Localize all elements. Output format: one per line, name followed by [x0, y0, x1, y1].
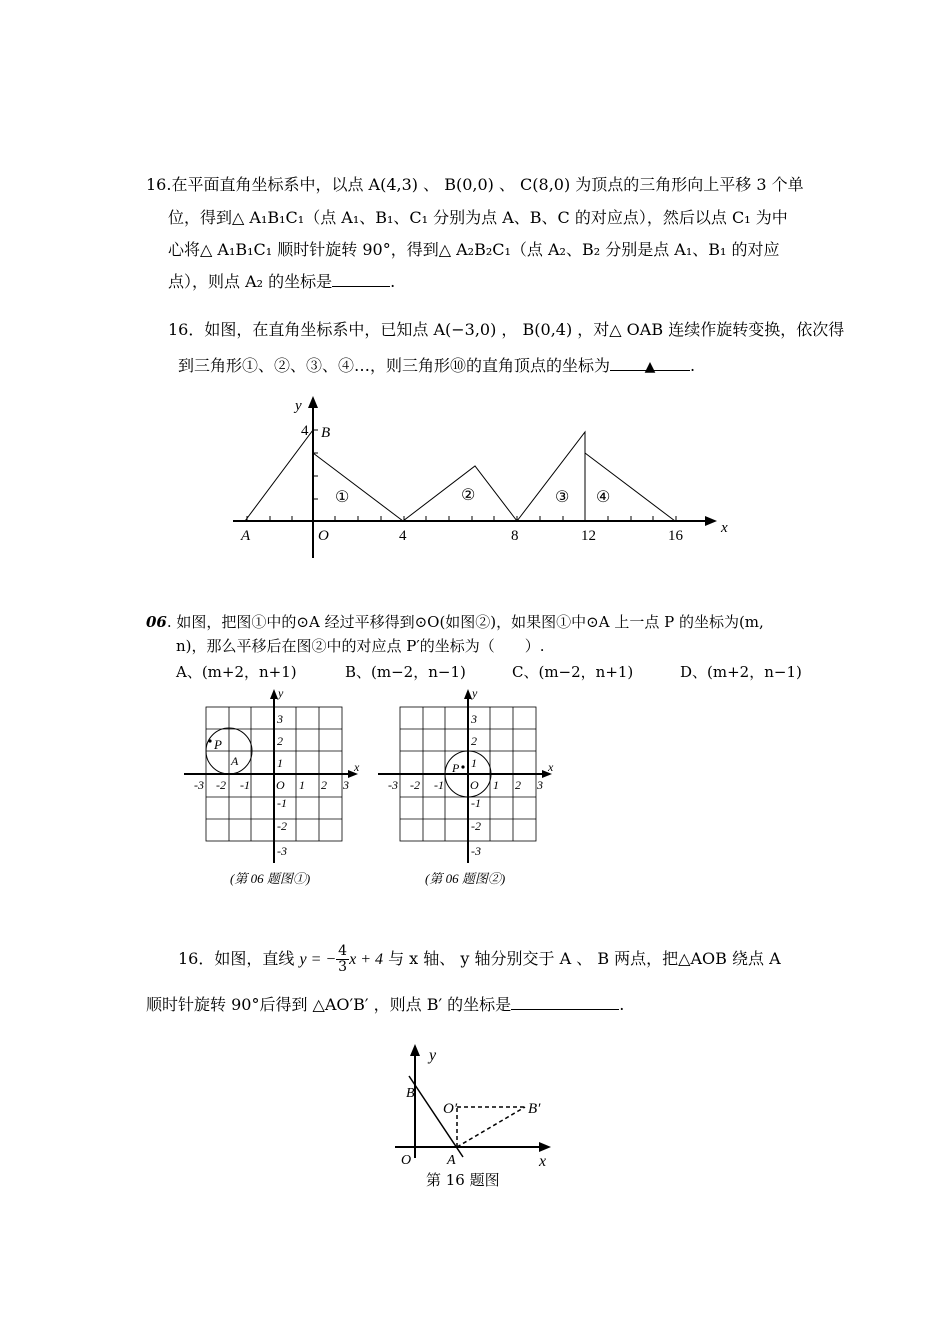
triangle-1 — [313, 453, 403, 521]
p1-line-1: 16.在平面直角坐标系中，以点 A(4,3) 、 B(0,0) 、 C(8,0) 为顶点的三角形向上平移 3 个单 — [146, 175, 804, 194]
left-y-tick-m3: -3 — [277, 844, 287, 858]
fig1-four-label: 4 — [301, 423, 309, 439]
p2-line-2-end: . — [690, 356, 696, 375]
p2-line-2 — [178, 356, 695, 376]
fig1-o-label: O — [318, 528, 329, 544]
left-x-label: x — [354, 760, 360, 774]
p4-line-2-end: . — [619, 995, 625, 1014]
p3-option-a[interactable]: A、(m+2，n+1) — [176, 663, 297, 681]
figure-rotation-aob — [385, 1040, 565, 1172]
fig3-a-label: A — [447, 1153, 456, 1168]
left-y-tick-m1: -1 — [277, 796, 287, 810]
fig3-caption: 第 16 题图 — [426, 1171, 500, 1189]
fig3-o-prime-label: O′ — [443, 1101, 458, 1117]
triangle-3 — [517, 432, 585, 521]
right-y-arrow — [464, 689, 472, 699]
left-point-p — [208, 739, 211, 742]
fig3-x-label: x — [539, 1153, 547, 1170]
right-y-label: y — [472, 686, 478, 700]
p4-pre: 16．如图，直线 — [178, 949, 295, 968]
figure-rotation-triangles — [225, 390, 735, 565]
left-x-tick-1: 1 — [299, 778, 305, 792]
p2-line-2-text: 到三角形①、②、③、④…，则三角形⑩的直角顶点的坐标为 — [178, 356, 611, 375]
p4-post: 与 x 轴、 y 轴分别交于 A 、 B 两点，把△AOB 绕点 A — [388, 949, 781, 968]
right-x-tick-m3: -3 — [388, 778, 398, 792]
fig1-circle-4: ④ — [596, 489, 611, 506]
left-y-tick-3: 3 — [277, 712, 283, 726]
triangle-4 — [585, 453, 675, 521]
fig1-x-arrow — [705, 516, 717, 526]
figure-grids — [180, 685, 580, 867]
caption-right-grid: (第 06 题图②) — [425, 871, 506, 886]
p4-eq-y: y = − — [299, 951, 337, 968]
triangle-2 — [403, 466, 517, 521]
right-y-tick-m1: -1 — [471, 796, 481, 810]
p3-line-2: n)，那么平移后在图②中的对应点 P′的坐标为（ ）. — [176, 637, 545, 655]
right-origin: O — [470, 778, 479, 792]
left-x-tick-3: 3 — [343, 778, 349, 792]
fig3-o-label: O — [401, 1153, 412, 1168]
p1-line-2: 位，得到△ A₁B₁C₁（点 A₁、B₁、C₁ 分别为点 A、B、C 的对应点），然后以点 C₁ 为中 — [168, 208, 788, 227]
fig1-y-label: y — [295, 398, 302, 414]
right-p-label: P — [452, 761, 460, 775]
right-x-tick-2: 2 — [515, 778, 521, 792]
left-y-tick-1: 1 — [277, 756, 283, 770]
p2-answer-blank[interactable] — [610, 356, 690, 375]
p3-option-b[interactable]: B、(m−2，n−1) — [345, 663, 466, 681]
right-y-tick-m2: -2 — [471, 819, 481, 833]
fig3-b-label: B — [406, 1086, 415, 1101]
right-x-tick-1: 1 — [493, 778, 499, 792]
right-x-tick-3: 3 — [537, 778, 543, 792]
p1-line-4-end: . — [390, 272, 396, 291]
p3-line-1 — [146, 612, 764, 632]
fig1-tick-8: 8 — [511, 528, 519, 544]
p1-answer-blank[interactable] — [332, 272, 390, 287]
left-y-tick-2: 2 — [277, 734, 283, 748]
fig1-tick-16: 16 — [668, 528, 683, 544]
right-y-tick-3: 3 — [471, 712, 477, 726]
p4-frac-den: 3 — [338, 959, 348, 975]
p1-line-4-text: 点），则点 A₂ 的坐标是 — [168, 272, 333, 291]
p4-line-2 — [146, 995, 624, 1015]
caption-left-grid: (第 06 题图①) — [230, 871, 311, 886]
p3-line-1-text: . 如图，把图①中的⊙A 经过平移得到⊙O(如图②)，如果图①中⊙A 上一点 P 的坐标为(m, — [166, 613, 764, 631]
fig1-circle-3: ③ — [555, 489, 570, 506]
p4-eq-rest: x + 4 — [349, 951, 383, 968]
p3-option-c[interactable]: C、(m−2，n+1) — [512, 663, 634, 681]
left-p-label: P — [214, 737, 222, 752]
left-y-label: y — [278, 686, 284, 700]
right-x-tick-m2: -2 — [410, 778, 420, 792]
right-x-label: x — [548, 760, 554, 774]
p4-line-2-text: 顺时针旋转 90°后得到 △AO′B′ ，则点 B′ 的坐标是 — [146, 995, 512, 1014]
fig1-x-label: x — [721, 520, 728, 536]
fig3-x-arrow — [539, 1142, 551, 1152]
left-y-arrow — [270, 689, 278, 699]
fig1-y-arrow — [308, 396, 318, 408]
left-origin: O — [276, 778, 285, 792]
triangle-oab — [245, 430, 313, 521]
right-y-tick-2: 2 — [471, 734, 477, 748]
left-x-tick-2: 2 — [321, 778, 327, 792]
p4-fraction — [336, 944, 349, 975]
left-y-tick-m2: -2 — [277, 819, 287, 833]
fig1-circle-2: ② — [461, 487, 476, 504]
right-y-tick-1: 1 — [471, 756, 477, 770]
left-a-label: A — [231, 754, 239, 768]
left-x-tick-m2: -2 — [216, 778, 226, 792]
fig1-b-label: B — [321, 425, 331, 441]
fig3-y-arrow — [410, 1044, 420, 1056]
right-x-tick-m1: -1 — [434, 778, 444, 792]
p3-option-d[interactable]: D、(m+2，n−1) — [680, 663, 802, 681]
p4-frac-num: 4 — [338, 943, 348, 959]
fig3-b-prime-label: B′ — [528, 1101, 541, 1117]
triangle-icon: ▲ — [644, 359, 656, 375]
p1-line-4 — [168, 272, 395, 292]
p2-line-1: 16．如图，在直角坐标系中，已知点 A(−3,0) ， B(0,4) ，对△ OAB 连续作旋转变换，依次得 — [168, 320, 845, 339]
fig3-a-b-prime — [457, 1107, 525, 1147]
p1-line-3: 心将△ A₁B₁C₁ 顺时针旋转 90°，得到△ A₂B₂C₁（点 A₂、B₂ 分别是点 A₁、B₁ 的对应 — [168, 240, 780, 259]
fig1-tick-4: 4 — [399, 528, 407, 544]
left-x-tick-m1: -1 — [240, 778, 250, 792]
right-point-p — [461, 765, 464, 768]
fig1-tick-12: 12 — [581, 528, 596, 544]
p3-number: 06 — [146, 613, 167, 631]
right-y-tick-m3: -3 — [471, 844, 481, 858]
p4-answer-blank[interactable] — [511, 995, 619, 1010]
p4-line-1 — [178, 944, 781, 975]
fig1-a-label: A — [241, 528, 251, 544]
fig1-circle-1: ① — [335, 489, 350, 506]
fig3-y-label: y — [429, 1047, 437, 1064]
left-x-tick-m3: -3 — [194, 778, 204, 792]
